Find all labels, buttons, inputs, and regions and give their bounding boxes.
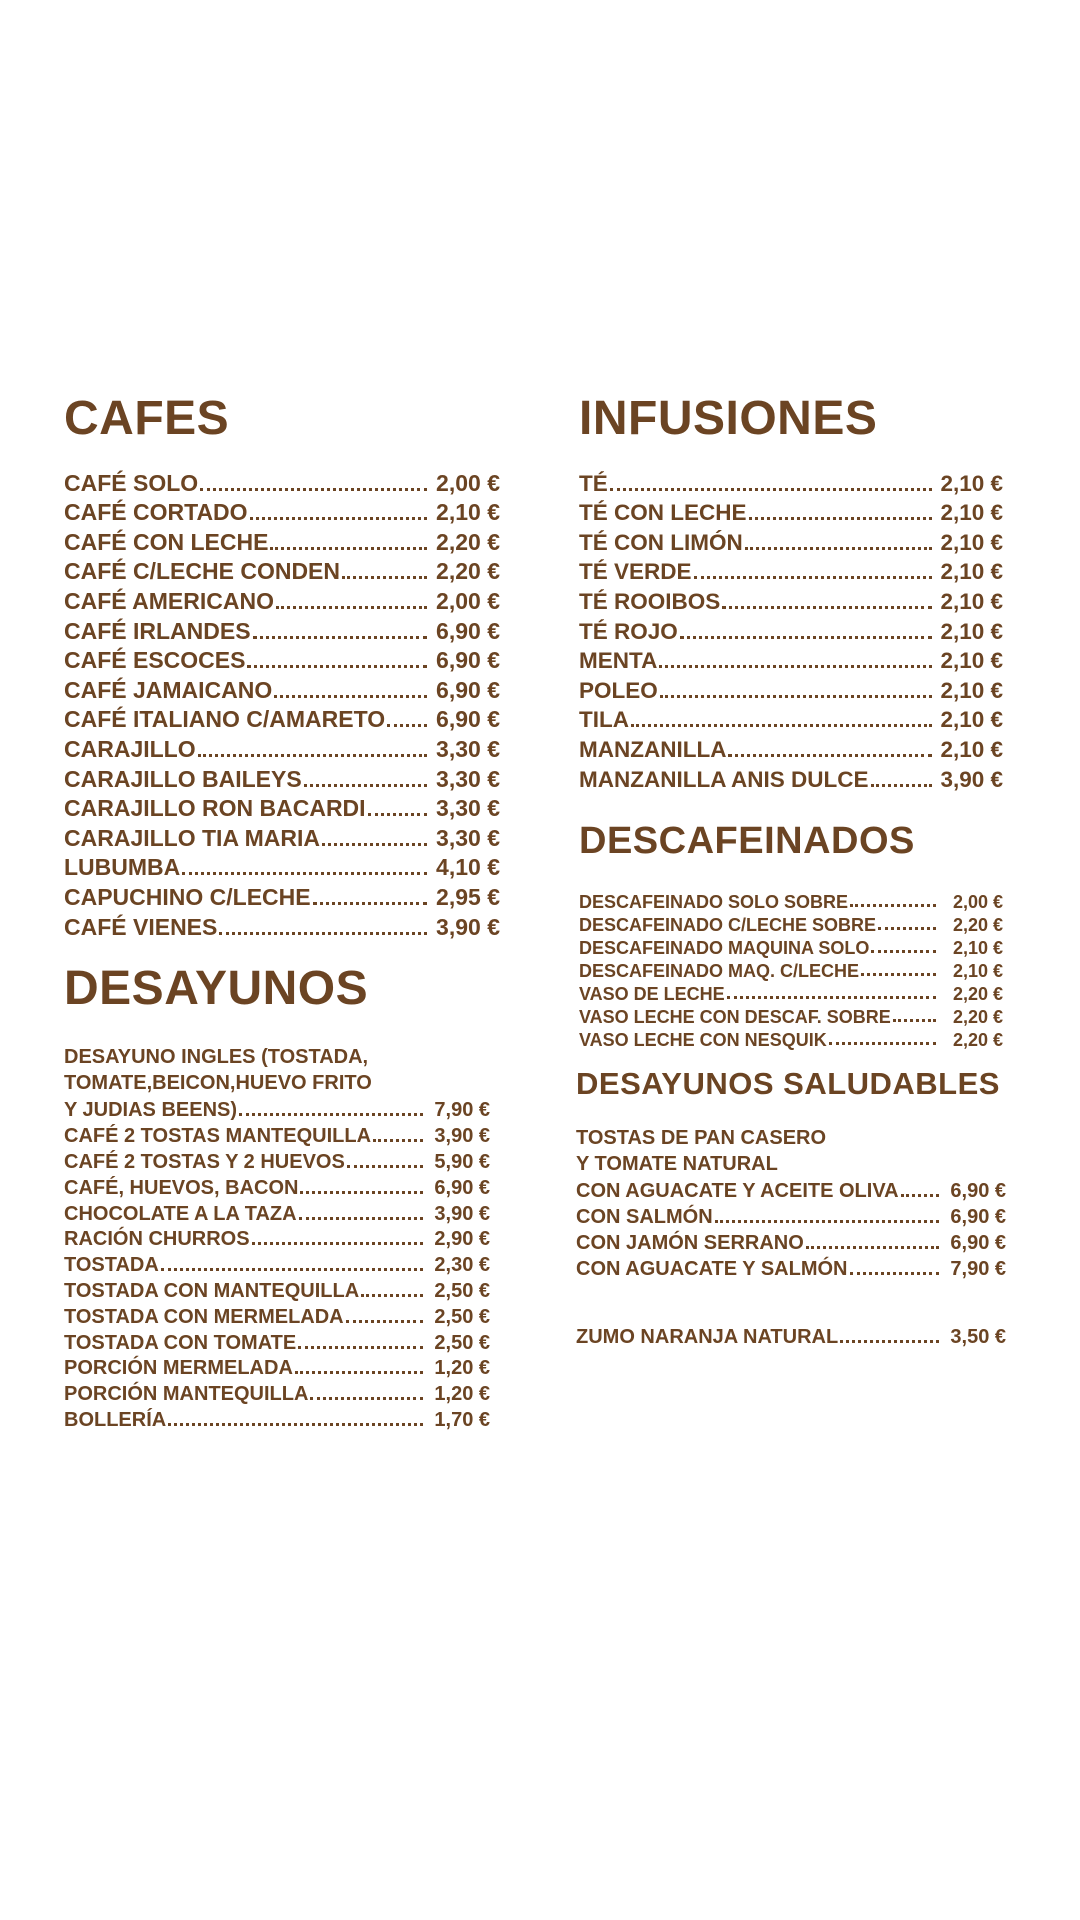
- dot-leader: [660, 695, 932, 698]
- item-price: 2,20 €: [436, 558, 500, 585]
- dot-leader: [310, 1397, 423, 1400]
- item-name: ZUMO NARANJA NATURAL: [576, 1326, 839, 1348]
- item-price: 2,90 €: [434, 1228, 490, 1251]
- menu-item: [579, 936, 1003, 959]
- dot-leader: [840, 1340, 939, 1343]
- dot-leader: [322, 843, 427, 846]
- item-name: CAFÉ ITALIANO C/AMARETO: [64, 706, 386, 733]
- menu-item: [579, 763, 1003, 793]
- dot-leader: [270, 547, 427, 550]
- dot-leader: [829, 1042, 936, 1045]
- dot-leader: [313, 902, 427, 905]
- dot-leader: [850, 904, 936, 907]
- dot-leader: [850, 1272, 940, 1275]
- menu-item: [579, 467, 1003, 497]
- dot-leader: [694, 576, 932, 579]
- saludables-heading: DESAYUNOS SALUDABLES: [576, 1066, 1000, 1101]
- menu-item: [576, 1203, 1006, 1229]
- dot-leader: [901, 1194, 939, 1197]
- descafeinados-list: [579, 890, 1003, 1051]
- item-name: CAFÉ CORTADO: [64, 499, 248, 526]
- menu-item: [64, 1406, 490, 1432]
- dot-leader: [276, 606, 427, 609]
- item-name: CHOCOLATE A LA TAZA: [64, 1202, 297, 1225]
- item-name: CON AGUACATE Y ACEITE OLIVA: [576, 1180, 899, 1202]
- item-name: CAFÉ VIENES: [64, 913, 218, 940]
- menu-item: [64, 881, 500, 911]
- menu-item: [579, 982, 1003, 1005]
- item-price: 2,20 €: [952, 984, 1003, 1004]
- desayunos-heading: DESAYUNOS: [64, 962, 369, 1015]
- dot-leader: [347, 1165, 423, 1168]
- menu-item: [64, 1380, 490, 1406]
- item-price: 2,00 €: [952, 892, 1003, 912]
- desayuno-ingles-line-1: DESAYUNO INGLES (TOSTADA,: [64, 1046, 369, 1068]
- item-price: 7,90 €: [950, 1258, 1006, 1280]
- dot-leader: [745, 547, 932, 550]
- dot-leader: [715, 1220, 939, 1223]
- infusiones-list: [579, 467, 1003, 793]
- dot-leader: [342, 576, 427, 579]
- menu-item: [64, 852, 500, 882]
- item-name: VASO LECHE CON DESCAF. SOBRE: [579, 1007, 891, 1027]
- item-name: LUBUMBA: [64, 854, 181, 881]
- item-price: 2,10 €: [940, 736, 1003, 762]
- item-name: PORCIÓN MERMELADA: [64, 1357, 293, 1380]
- item-price: 6,90 €: [434, 1176, 490, 1199]
- item-price: 2,10 €: [940, 559, 1003, 585]
- menu-item: [579, 585, 1003, 615]
- item-price: 6,90 €: [436, 617, 500, 644]
- item-name: TÉ CON LIMÓN: [579, 529, 743, 555]
- item-price: 3,90 €: [940, 766, 1003, 792]
- item-price: 2,10 €: [940, 618, 1003, 644]
- menu-item: [576, 1255, 1006, 1281]
- menu-item: [64, 1122, 490, 1148]
- infusiones-heading: INFUSIONES: [579, 392, 878, 445]
- item-name: DESCAFEINADO SOLO SOBRE: [579, 892, 849, 912]
- item-name: RACIÓN CHURROS: [64, 1228, 250, 1251]
- item-price: 2,50 €: [434, 1279, 490, 1302]
- item-price: 3,90 €: [436, 913, 500, 940]
- dot-leader: [659, 665, 932, 668]
- menu-item: [64, 704, 500, 734]
- item-price: 7,90 €: [434, 1099, 490, 1122]
- item-name: POLEO: [579, 677, 658, 703]
- menu-item: [579, 959, 1003, 982]
- dot-leader: [182, 872, 427, 875]
- item-name: TÉ ROJO: [579, 618, 678, 644]
- cafes-list: [64, 467, 500, 941]
- dot-leader: [373, 1139, 423, 1142]
- item-price: 3,90 €: [434, 1125, 490, 1148]
- dot-leader: [274, 695, 427, 698]
- menu-item: [576, 1229, 1006, 1255]
- menu-item: [576, 1177, 1006, 1203]
- saludables-section: [576, 1068, 1006, 1281]
- menu-item: [64, 1174, 490, 1200]
- dot-leader: [239, 1113, 423, 1116]
- item-price: 2,50 €: [434, 1331, 490, 1354]
- dot-leader: [680, 636, 932, 639]
- item-price: 2,30 €: [434, 1254, 490, 1277]
- item-price: 3,50 €: [950, 1326, 1006, 1348]
- menu-item: [64, 733, 500, 763]
- dot-leader: [161, 1268, 423, 1271]
- saludables-list: [576, 1177, 1006, 1281]
- menu-item: [64, 645, 500, 675]
- dot-leader: [861, 973, 936, 976]
- item-price: 3,90 €: [434, 1202, 490, 1225]
- item-name: CON SALMÓN: [576, 1206, 713, 1228]
- item-price: 4,10 €: [436, 854, 500, 881]
- menu-item: [579, 733, 1003, 763]
- menu-item: [579, 497, 1003, 527]
- menu-item: [64, 1303, 490, 1329]
- dot-leader: [722, 606, 932, 609]
- menu-item: [64, 615, 500, 645]
- item-price: 2,10 €: [940, 529, 1003, 555]
- item-name: Y JUDIAS BEENS): [64, 1099, 238, 1122]
- item-name: TÉ ROOIBOS: [579, 588, 721, 614]
- dot-leader: [253, 636, 427, 639]
- item-price: 2,10 €: [952, 938, 1003, 958]
- item-name: CARAJILLO RON BACARDI: [64, 795, 366, 822]
- dot-leader: [728, 754, 932, 757]
- menu-item: [64, 793, 500, 823]
- menu-item: [579, 1005, 1003, 1028]
- menu-item: [64, 1200, 490, 1226]
- item-price: 6,90 €: [436, 706, 500, 733]
- menu-item: [64, 467, 500, 497]
- item-price: 2,10 €: [940, 500, 1003, 526]
- menu-item: [64, 497, 500, 527]
- dot-leader: [250, 517, 427, 520]
- menu-item: [579, 556, 1003, 586]
- item-price: 2,20 €: [436, 528, 500, 555]
- item-name: CAFÉ CON LECHE: [64, 528, 269, 555]
- dot-leader: [247, 665, 427, 668]
- dot-leader: [361, 1294, 423, 1297]
- item-name: MANZANILLA: [579, 736, 727, 762]
- descafeinados-heading: DESCAFEINADOS: [579, 820, 915, 862]
- item-name: TÉ CON LECHE: [579, 500, 747, 526]
- item-price: 2,00 €: [436, 469, 500, 496]
- dot-leader: [878, 927, 936, 930]
- item-price: 6,90 €: [950, 1206, 1006, 1228]
- menu-item: [64, 556, 500, 586]
- menu-item: [64, 1097, 490, 1123]
- item-name: VASO DE LECHE: [579, 984, 725, 1004]
- dot-leader: [304, 784, 427, 787]
- menu-item: [64, 1355, 490, 1381]
- item-name: DESCAFEINADO MAQUINA SOLO: [579, 938, 870, 958]
- menu-item: [64, 585, 500, 615]
- cafes-section: [64, 392, 500, 941]
- item-name: CAFÉ AMERICANO: [64, 587, 274, 614]
- item-name: TOSTADA CON TOMATE: [64, 1331, 297, 1354]
- dot-leader: [387, 724, 427, 727]
- dot-leader: [200, 488, 427, 491]
- item-name: CARAJILLO BAILEYS: [64, 765, 302, 792]
- dot-leader: [299, 1217, 423, 1220]
- item-name: CON JAMÓN SERRANO: [576, 1232, 804, 1254]
- item-price: 2,10 €: [436, 499, 500, 526]
- item-price: 2,20 €: [952, 1030, 1003, 1050]
- dot-leader: [610, 488, 932, 491]
- item-name: CAFÉ, HUEVOS, BACON: [64, 1176, 299, 1199]
- item-price: 3,30 €: [436, 765, 500, 792]
- dot-leader: [168, 1423, 423, 1426]
- menu-item: [64, 763, 500, 793]
- menu-item: [64, 822, 500, 852]
- menu-item: [64, 1277, 490, 1303]
- item-price: 6,90 €: [436, 676, 500, 703]
- menu-item: [64, 674, 500, 704]
- item-name: CAFÉ C/LECHE CONDEN: [64, 558, 341, 585]
- dot-leader: [346, 1320, 423, 1323]
- desayunos-section: [64, 962, 490, 1432]
- item-price: 2,10 €: [940, 648, 1003, 674]
- item-name: CARAJILLO: [64, 735, 196, 762]
- item-name: PORCIÓN MANTEQUILLA: [64, 1383, 309, 1406]
- dot-leader: [749, 517, 932, 520]
- menu-item: [64, 911, 500, 941]
- item-price: 3,30 €: [436, 824, 500, 851]
- item-name: CAFÉ 2 TOSTAS Y 2 HUEVOS: [64, 1150, 345, 1173]
- item-price: 5,90 €: [434, 1150, 490, 1173]
- dot-leader: [198, 754, 427, 757]
- cafes-heading: CAFES: [64, 392, 230, 445]
- menu-item: [576, 1323, 1006, 1349]
- item-price: 6,90 €: [950, 1232, 1006, 1254]
- dot-leader: [871, 784, 932, 787]
- saludables-intro-line-2: Y TOMATE NATURAL: [576, 1153, 778, 1175]
- item-name: CARAJILLO TIA MARIA: [64, 824, 320, 851]
- item-price: 2,20 €: [952, 915, 1003, 935]
- menu-item: [64, 526, 500, 556]
- item-name: CAFÉ ESCOCES: [64, 647, 246, 674]
- dot-leader: [368, 813, 427, 816]
- item-name: CAFÉ 2 TOSTAS MANTEQUILLA: [64, 1125, 372, 1148]
- menu-item: [579, 913, 1003, 936]
- dot-leader: [300, 1191, 423, 1194]
- item-price: 3,30 €: [436, 795, 500, 822]
- item-price: 2,20 €: [952, 1007, 1003, 1027]
- zumo-section: [576, 1323, 1006, 1349]
- menu-item: [579, 704, 1003, 734]
- item-name: CAFÉ IRLANDES: [64, 617, 251, 644]
- menu-item: [579, 526, 1003, 556]
- dot-leader: [295, 1371, 423, 1374]
- item-price: 1,70 €: [434, 1408, 490, 1431]
- item-name: DESCAFEINADO C/LECHE SOBRE: [579, 915, 877, 935]
- dot-leader: [727, 996, 936, 999]
- item-price: 2,10 €: [940, 677, 1003, 703]
- item-name: TOSTADA: [64, 1254, 159, 1277]
- item-price: 2,10 €: [940, 588, 1003, 614]
- descafeinados-section: [579, 822, 1003, 1051]
- desayuno-ingles-line-2: TOMATE,BEICON,HUEVO FRITO: [64, 1071, 372, 1094]
- menu-item: [64, 1251, 490, 1277]
- item-name: TÉ: [579, 470, 608, 496]
- item-price: 2,10 €: [952, 961, 1003, 981]
- item-name: CAFÉ JAMAICANO: [64, 676, 273, 703]
- dot-leader: [219, 932, 427, 935]
- item-name: VASO LECHE CON NESQUIK: [579, 1030, 827, 1050]
- item-name: DESCAFEINADO MAQ. C/LECHE: [579, 961, 860, 981]
- item-price: 1,20 €: [434, 1383, 490, 1406]
- item-price: 2,10 €: [940, 470, 1003, 496]
- dot-leader: [252, 1242, 423, 1245]
- item-price: 2,50 €: [434, 1305, 490, 1328]
- dot-leader: [893, 1019, 936, 1022]
- menu-item: [579, 890, 1003, 913]
- menu-item: [64, 1148, 490, 1174]
- item-name: CAPUCHINO C/LECHE: [64, 883, 311, 910]
- item-price: 2,95 €: [436, 883, 500, 910]
- infusiones-section: [579, 392, 1003, 793]
- menu-item: [64, 1226, 490, 1252]
- menu-item: [579, 1028, 1003, 1051]
- menu-item: [579, 674, 1003, 704]
- item-price: 1,20 €: [434, 1357, 490, 1380]
- item-name: BOLLERÍA: [64, 1408, 167, 1431]
- item-price: 6,90 €: [950, 1180, 1006, 1202]
- item-name: TÉ VERDE: [579, 559, 692, 585]
- item-name: TOSTADA CON MERMELADA: [64, 1305, 344, 1328]
- item-name: TILA: [579, 707, 629, 733]
- dot-leader: [298, 1346, 423, 1349]
- item-price: 2,00 €: [436, 587, 500, 614]
- item-name: MENTA: [579, 648, 658, 674]
- desayunos-list: [64, 1122, 490, 1432]
- item-price: 6,90 €: [436, 647, 500, 674]
- item-name: CAFÉ SOLO: [64, 469, 199, 496]
- item-price: 3,30 €: [436, 735, 500, 762]
- menu-item: [64, 1329, 490, 1355]
- item-price: 2,10 €: [940, 707, 1003, 733]
- dot-leader: [871, 950, 936, 953]
- dot-leader: [806, 1246, 939, 1249]
- item-name: CON AGUACATE Y SALMÓN: [576, 1258, 848, 1280]
- item-name: TOSTADA CON MANTEQUILLA: [64, 1279, 360, 1302]
- menu-item: [579, 615, 1003, 645]
- item-name: MANZANILLA ANIS DULCE: [579, 766, 869, 792]
- menu-item: [579, 645, 1003, 675]
- saludables-intro-line-1: TOSTAS DE PAN CASERO: [576, 1127, 827, 1149]
- dot-leader: [631, 724, 932, 727]
